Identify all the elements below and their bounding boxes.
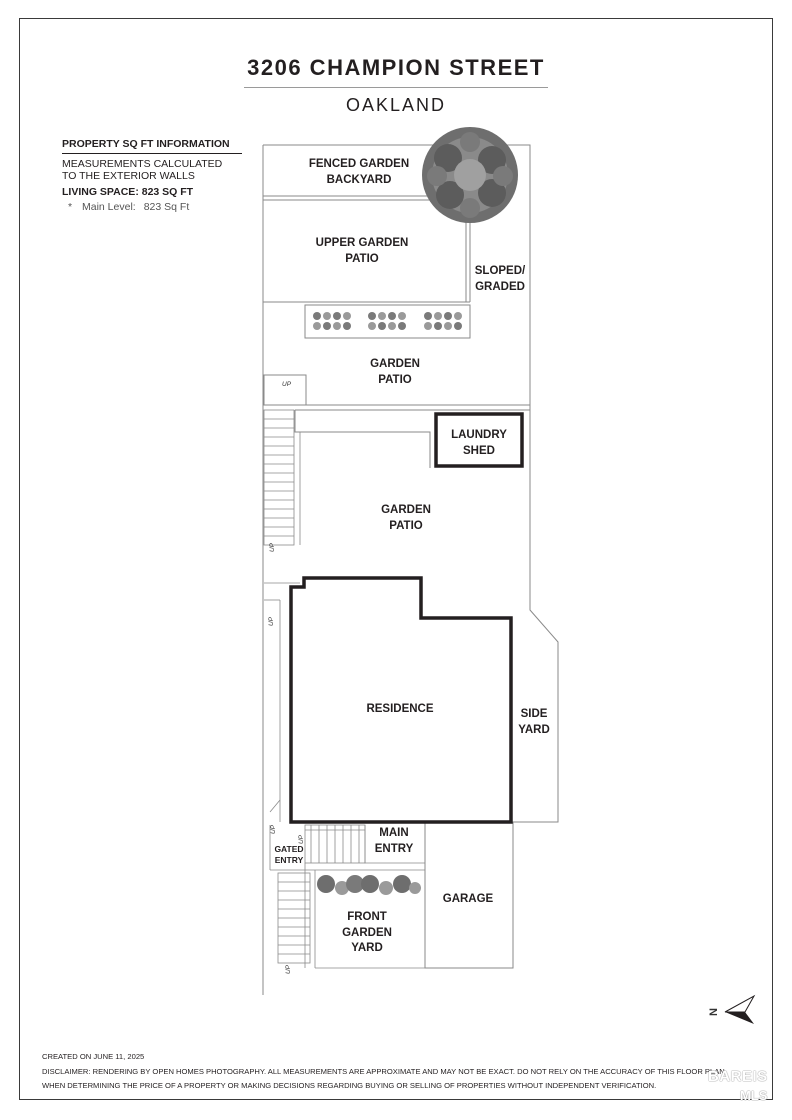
up-marker: UP (282, 381, 292, 388)
living-space: LIVING SPACE: 823 SQ FT (62, 185, 194, 198)
info-heading: PROPERTY SQ FT INFORMATION (62, 138, 242, 154)
disclaimer-line1: DISCLAIMER: RENDERING BY OPEN HOMES PHOTOGRAPHY. ALL MEASUREMENTS ARE APPROXIMATE AND MAY NOT BE EXACT. DO NOT RELY ON THE ACCURACY OF THIS FLOOR PLAN (42, 1067, 725, 1076)
page-subtitle: OAKLAND (345, 95, 447, 115)
up-marker: UP (269, 542, 277, 553)
side-yard-label: SIDE YARD (518, 708, 550, 736)
planter-shrubs-upper (313, 312, 462, 330)
compass-north-icon (725, 996, 754, 1024)
upper-garden-patio-label: UPPER GARDEN PATIO (315, 237, 409, 265)
garden-patio-label: GARDEN PATIO (370, 358, 420, 386)
fenced-garden-label: FENCED GARDEN BACKYARD (308, 158, 410, 186)
up-marker: UP (298, 834, 306, 845)
created-date: CREATED ON JUNE 11, 2025 (42, 1052, 145, 1061)
garden-patio-lower-label: GARDEN PATIO (381, 504, 431, 532)
disclaimer-line2: WHEN DETERMINING THE PRICE OF A PROPERTY OR MAKING DECISIONS REGARDING BUYING OR SELLING OF PROPERTIES WITHOUT INDEPENDENT VERIFICATION. (42, 1081, 657, 1090)
watermark-bareis: BAREIS (708, 1068, 768, 1085)
measurement-note-line1: MEASUREMENTS CALCULATED (62, 157, 223, 170)
left-stairs-upper (264, 410, 300, 583)
up-marker: UP (285, 964, 293, 975)
bullet: * (68, 201, 73, 213)
gated-entry-label: GATED ENTRY (274, 844, 304, 865)
up-marker: UP (268, 616, 276, 627)
measurement-note-line2: TO THE EXTERIOR WALLS (62, 170, 195, 182)
up-marker: UP (270, 824, 278, 835)
laundry-shed-label: LAUNDRY SHED (451, 429, 507, 457)
residence-wall (291, 578, 511, 822)
compass-letter: N (707, 1008, 720, 1016)
left-walkway (264, 600, 280, 822)
garage-label: GARAGE (442, 893, 494, 905)
sloped-graded-label: SLOPED/ GRADED (474, 265, 526, 293)
residence-label: RESIDENCE (366, 703, 434, 715)
planter-shrubs-front (317, 875, 421, 895)
watermark-mls: MLS (740, 1088, 768, 1103)
page-title: 3206 CHAMPION STREET (247, 55, 545, 80)
main-level-label: Main Level: (82, 201, 136, 213)
tree-icon (422, 127, 518, 223)
front-garden-yard-label: FRONT GARDEN YARD (342, 911, 392, 954)
main-level-value: 823 Sq Ft (143, 201, 190, 213)
main-entry-label: MAIN ENTRY (374, 827, 414, 855)
